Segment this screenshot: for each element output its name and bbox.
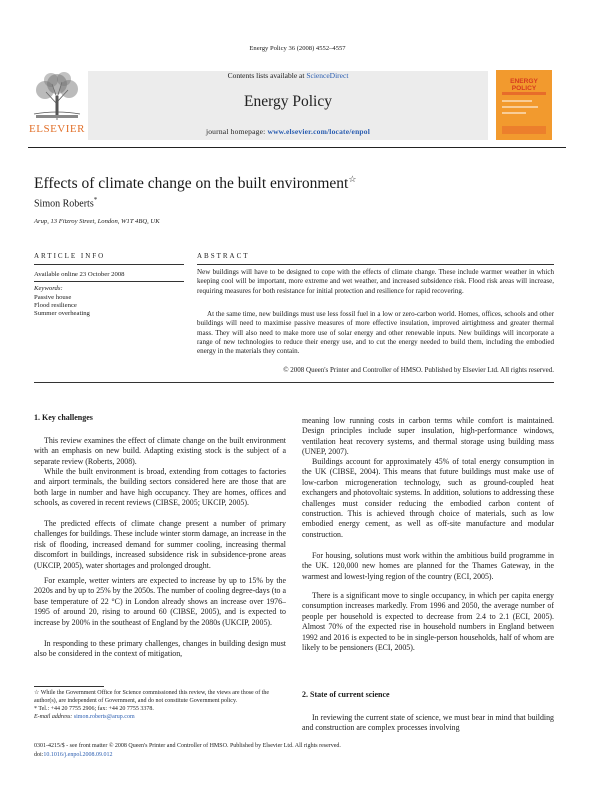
- contents-availability: [88, 71, 488, 80]
- title-footnote-mark[interactable]: ☆: [348, 174, 357, 184]
- body-paragraph: In reviewing the current state of science, we must bear in mind that building and construction are complex processes involving: [302, 713, 554, 733]
- front-matter-info: [34, 742, 554, 760]
- body-paragraph: In responding to these primary challenges, changes in building design must also be considered in the context of mitigation,: [34, 639, 286, 659]
- author-name: [34, 196, 97, 209]
- journal-homepage: [88, 127, 488, 136]
- footnote-rule: [34, 686, 104, 687]
- abstract-copyright: © 2008 Queen's Printer and Controller of HMSO. Published by Elsevier Ltd. All rights reserved.: [283, 366, 554, 374]
- body-paragraph: While the built environment is broad, extending from cottages to factories and airport terminals, the building sectors considered here are those that are both large in number and have high occupancy. They are homes, offices and schools, as covered in recent reviews (CIBSE, 2005; UKCIP, 2005).: [34, 467, 286, 508]
- footnote-disclaimer: ☆ While the Government Office for Science commissioned this review, the views are those of the author(s), are independent of Government, and do not constitute Government policy.: [34, 690, 270, 704]
- homepage-label: journal homepage:: [205, 127, 268, 136]
- doi-label: doi:: [34, 752, 44, 758]
- body-paragraph: For example, wetter winters are expected to increase by up to 15% by the 2020s and by up to 25% by the 2050s. The number of cooling degree-days (to a base temperature of 22 °C) in London already shows an increase over 1976–1995 of around 20, rising to around 60 (CIBSE, 2005), and is expected to increase by 200% in the southeast of England by the 2080s (UKCIP, 2005).: [34, 576, 286, 627]
- article-info-rule: [34, 264, 184, 265]
- body-paragraph: The predicted effects of climate change present a number of primary challenges for buildings. These include winter storm damage, an increase in the risk of flooding, increased demand for summer cooling, increasing thermal discomfort in buildings, increased subsidence risk in subsidence-prone areas (UKCIP, 2005), water shortages and prolonged drought.: [34, 519, 286, 570]
- sciencedirect-link[interactable]: ScienceDirect: [306, 71, 349, 80]
- doi-link[interactable]: 10.1016/j.enpol.2008.09.012: [43, 752, 113, 758]
- publisher-name: ELSEVIER: [29, 123, 85, 135]
- keyword-item: Passive house: [34, 294, 72, 301]
- footnote-email: [34, 714, 286, 722]
- abstract-paragraph: New buildings will have to be designed to cope with the effects of climate change. These include warmer weather in which keeping cool will be important, more extreme and wet weather, and increased subsidence risk. Flood risk areas will increase, requiring measures for both resistance for initial protection and resilience for rapid recovering.: [197, 268, 554, 295]
- author-email-link[interactable]: simon.roberts@arup.com: [73, 713, 135, 720]
- doi-line: [34, 751, 554, 760]
- available-online-date: Available online 23 October 2008: [34, 271, 125, 278]
- article-title: [34, 174, 554, 193]
- cover-title: [496, 78, 552, 93]
- abstract-paragraph: At the same time, new buildings must use less fossil fuel in a low or zero-carbon world. Homes, offices, schools and other buildings will need to maximise passive measures of more effective insulation, improved airtightness and greater thermal mass. They will also need to make more use of solar energy and other renewable inputs. New buildings will incorporate a range of new technologies to reduce their energy use, and to cut the energy needed to build them, including the embodied energy in the materials they contain.: [197, 310, 554, 356]
- cover-title-line1: ENERGY: [510, 78, 538, 85]
- journal-citation: Energy Policy 36 (2008) 4552–4557: [249, 45, 346, 52]
- article-info-subrule: [34, 281, 184, 282]
- article-info-heading: ARTICLE INFO: [34, 252, 106, 260]
- keyword-item: Summer overheating: [34, 310, 90, 317]
- body-paragraph: Buildings account for approximately 45% of total energy consumption in the UK (CIBSE, 2004). This means that future buildings must make use of low-carbon microgeneration technology, such as ground-coupled heat exchangers and photovoltaic systems. In addition, solutions to addressing these challenges must consider reducing the embodied carbon content of construction. This is achieved through choice of materials, such as low embodied energy cement, as well as off-site manufacture and modular construction.: [302, 457, 554, 539]
- keywords-label: Keywords:: [34, 285, 63, 292]
- footnotes: [34, 690, 286, 722]
- section-heading: 2. State of current science: [302, 690, 390, 699]
- body-paragraph: meaning low running costs in carbon terms while comfort is maintained. Design principles include super insulation, high-performance windows, ventilation heat recovery systems, and thermal storage using building mass (UNEP, 2007).: [302, 416, 554, 457]
- email-label: E-mail address:: [34, 713, 74, 720]
- contents-text: Contents lists available at: [227, 71, 307, 80]
- author-footnote-mark[interactable]: *: [93, 196, 98, 204]
- journal-name: Energy Policy: [244, 93, 332, 110]
- section-heading: 1. Key challenges: [34, 413, 93, 422]
- footnote-contact: * Tel.: +44 20 7755 2906; fax: +44 20 7755 3378.: [34, 705, 154, 712]
- author-name-text: Simon Roberts: [34, 198, 94, 210]
- abstract-bottom-rule: [34, 382, 554, 383]
- header-rule: [28, 147, 566, 148]
- issn-line: 0301-4215/$ - see front matter © 2008 Queen's Printer and Controller of HMSO. Published by Elsevier Ltd. All rights reserved.: [34, 743, 341, 749]
- article-title-text: Effects of climate change on the built environment: [34, 175, 349, 193]
- abstract-rule: [197, 264, 554, 265]
- body-paragraph: For housing, solutions must work within the ambitious build programme in the UK. 120,000 new homes are planned for the Thames Gateway, in the warmest and lowest-lying region of the country (ECI, 2005).: [302, 551, 554, 581]
- keyword-item: Flood resilience: [34, 302, 77, 309]
- body-paragraph: This review examines the effect of climate change on the built environment with an emphasis on new build. Adapting existing stock is the subject of a separate review (Roberts, 2008).: [34, 436, 286, 466]
- cover-title-line2: POLICY: [511, 85, 537, 93]
- journal-homepage-link[interactable]: www.elsevier.com/locate/enpol: [267, 127, 371, 136]
- abstract-heading: ABSTRACT: [197, 252, 250, 260]
- body-paragraph: There is a significant move to single occupancy, in which per capita energy consumption increases markedly. From 1996 and 2050, the average number of people per household is expected to decrease from 2.4 to 2.1 (ECI, 2005). Almost 70% of the expected rise in household numbers in England between 1992 and 2016 is expected to be in single-person households, half of whom are likely to be pensioners (ECI, 2005).: [302, 591, 554, 653]
- author-affiliation: Arup, 13 Fitzroy Street, London, W1T 4BQ, UK: [34, 218, 160, 225]
